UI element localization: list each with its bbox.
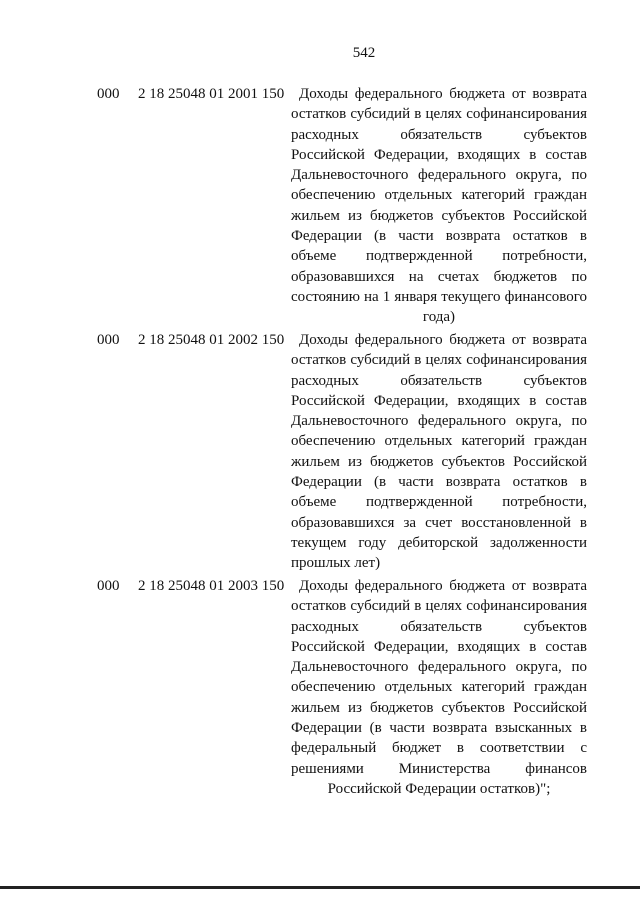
admin-code: 000 bbox=[97, 86, 120, 102]
budget-code: 2 18 25048 01 2002 150 bbox=[138, 332, 285, 348]
description-line: Доходы федерального бюджета от возврата bbox=[299, 86, 587, 102]
description-line: федеральный бюджет в соответствии с bbox=[291, 740, 587, 757]
description-line: расходных обязательств субъектов bbox=[291, 372, 587, 389]
description-line: образовавшихся на счетах бюджетов по bbox=[291, 268, 587, 285]
description-line: года) bbox=[422, 309, 456, 326]
description-line: Доходы федерального бюджета от возврата bbox=[299, 578, 587, 594]
description-line: Доходы федерального бюджета от возврата bbox=[299, 332, 587, 348]
description-line: жильем из бюджетов субъектов Российской bbox=[291, 453, 587, 470]
description-line: остатков субсидий в целях софинансирования bbox=[291, 352, 587, 369]
description-line: Федерации (в части возврата взысканных в bbox=[291, 720, 587, 737]
entry-description bbox=[291, 330, 587, 574]
description-line: жильем из бюджетов субъектов Российской bbox=[291, 699, 587, 716]
description-line: прошлых лет) bbox=[291, 555, 381, 572]
description-line: решениями Министерства финансов bbox=[291, 760, 587, 777]
entry-description bbox=[291, 576, 587, 799]
budget-code: 2 18 25048 01 2001 150 bbox=[138, 86, 285, 102]
description-line: обеспечению отдельных категорий граждан bbox=[291, 433, 587, 450]
entry-description bbox=[291, 84, 587, 328]
description-line: Российской Федерации, входящих в состав bbox=[291, 392, 587, 409]
description-line: обеспечению отдельных категорий граждан bbox=[291, 679, 587, 696]
description-line: Дальневосточного федерального округа, по bbox=[291, 167, 587, 184]
description-line: жильем из бюджетов субъектов Российской bbox=[291, 207, 587, 224]
description-line: текущем году дебиторской задолженности bbox=[291, 534, 587, 551]
description-line: Российской Федерации остатков)"; bbox=[327, 780, 551, 797]
description-line: расходных обязательств субъектов bbox=[291, 618, 587, 635]
description-line: остатков субсидий в целях софинансирования bbox=[291, 598, 587, 615]
budget-code: 2 18 25048 01 2003 150 bbox=[138, 578, 285, 594]
description-line: состоянию на 1 января текущего финансового bbox=[291, 288, 587, 305]
description-line: образовавшихся за счет восстановленной в bbox=[291, 514, 587, 531]
page-number: 542 bbox=[352, 45, 376, 61]
description-line: Российской Федерации, входящих в состав bbox=[291, 146, 587, 163]
scan-bottom-edge bbox=[0, 886, 640, 889]
description-line: Федерации (в части возврата остатков в bbox=[291, 228, 587, 245]
admin-code: 000 bbox=[97, 578, 120, 594]
description-line: объеме подтвержденной потребности, bbox=[291, 248, 587, 265]
description-line: расходных обязательств субъектов bbox=[291, 126, 587, 143]
description-line: Российской Федерации, входящих в состав bbox=[291, 638, 587, 655]
description-line: остатков субсидий в целях софинансирования bbox=[291, 106, 587, 123]
description-line: обеспечению отдельных категорий граждан bbox=[291, 187, 587, 204]
description-line: Дальневосточного федерального округа, по bbox=[291, 659, 587, 676]
description-line: Дальневосточного федерального округа, по bbox=[291, 413, 587, 430]
description-line: Федерации (в части возврата остатков в bbox=[291, 474, 587, 491]
admin-code: 000 bbox=[97, 332, 120, 348]
description-line: объеме подтвержденной потребности, bbox=[291, 494, 587, 511]
